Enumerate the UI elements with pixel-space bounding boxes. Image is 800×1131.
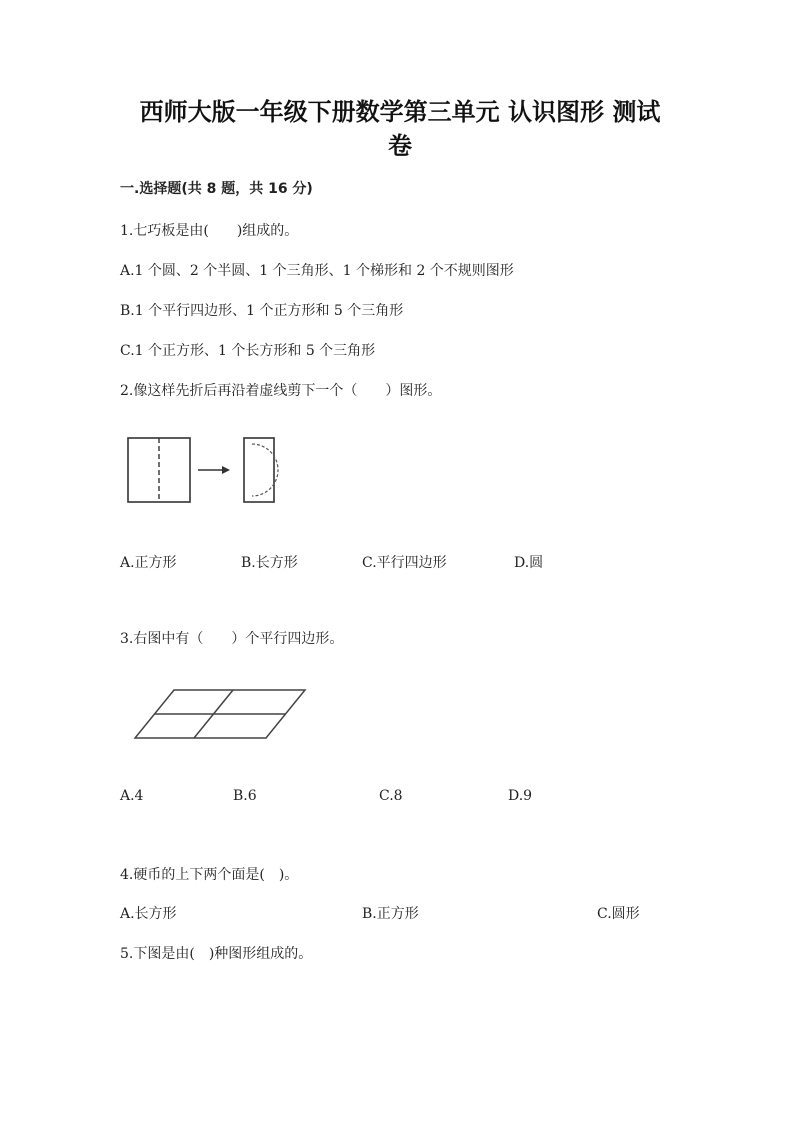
title-line-1: 西师大版一年级下册数学第三单元 认识图形 测试 <box>139 98 661 126</box>
question-4-option-c: C.圆形 <box>597 906 640 922</box>
fold-cut-figure <box>120 430 290 510</box>
question-5-stem: 5.下图是由( )种图形组成的。 <box>120 946 313 962</box>
question-2-option-a: A.正方形 <box>120 555 177 571</box>
title-line-2: 卷 <box>388 132 412 160</box>
question-2-option-c: C.平行四边形 <box>362 555 447 571</box>
page-title <box>100 95 700 163</box>
question-3-option-a: A.4 <box>120 788 144 804</box>
question-3-option-b: B.6 <box>233 788 257 804</box>
section-heading: 一.选择题(共 8 题，共 16 分) <box>120 181 313 197</box>
question-4-stem: 4.硬币的上下两个面是( )。 <box>120 867 299 883</box>
question-4-option-a: A.长方形 <box>120 906 177 922</box>
folded-paper <box>244 438 274 502</box>
question-4-option-b: B.正方形 <box>362 906 419 922</box>
question-2-stem: 2.像这样先折后再沿着虚线剪下一个（ ）图形。 <box>120 383 442 399</box>
question-1-option-c: C.1 个正方形、1 个长方形和 5 个三角形 <box>120 343 376 359</box>
question-3-option-c: C.8 <box>379 788 403 804</box>
arrow-head-icon <box>222 466 230 474</box>
question-2-option-d: D.圆 <box>514 555 544 571</box>
question-3-option-d: D.9 <box>508 788 533 804</box>
parallelogram-figure <box>130 685 310 745</box>
question-1-option-b: B.1 个平行四边形、1 个正方形和 5 个三角形 <box>120 303 404 319</box>
question-2-option-b: B.长方形 <box>241 555 298 571</box>
question-1-stem: 1.七巧板是由( )组成的。 <box>120 223 299 239</box>
question-1-option-a: A.1 个圆、2 个半圆、1 个三角形、1 个梯形和 2 个不规则图形 <box>120 263 514 279</box>
question-3-stem: 3.右图中有（ ）个平行四边形。 <box>120 631 344 647</box>
